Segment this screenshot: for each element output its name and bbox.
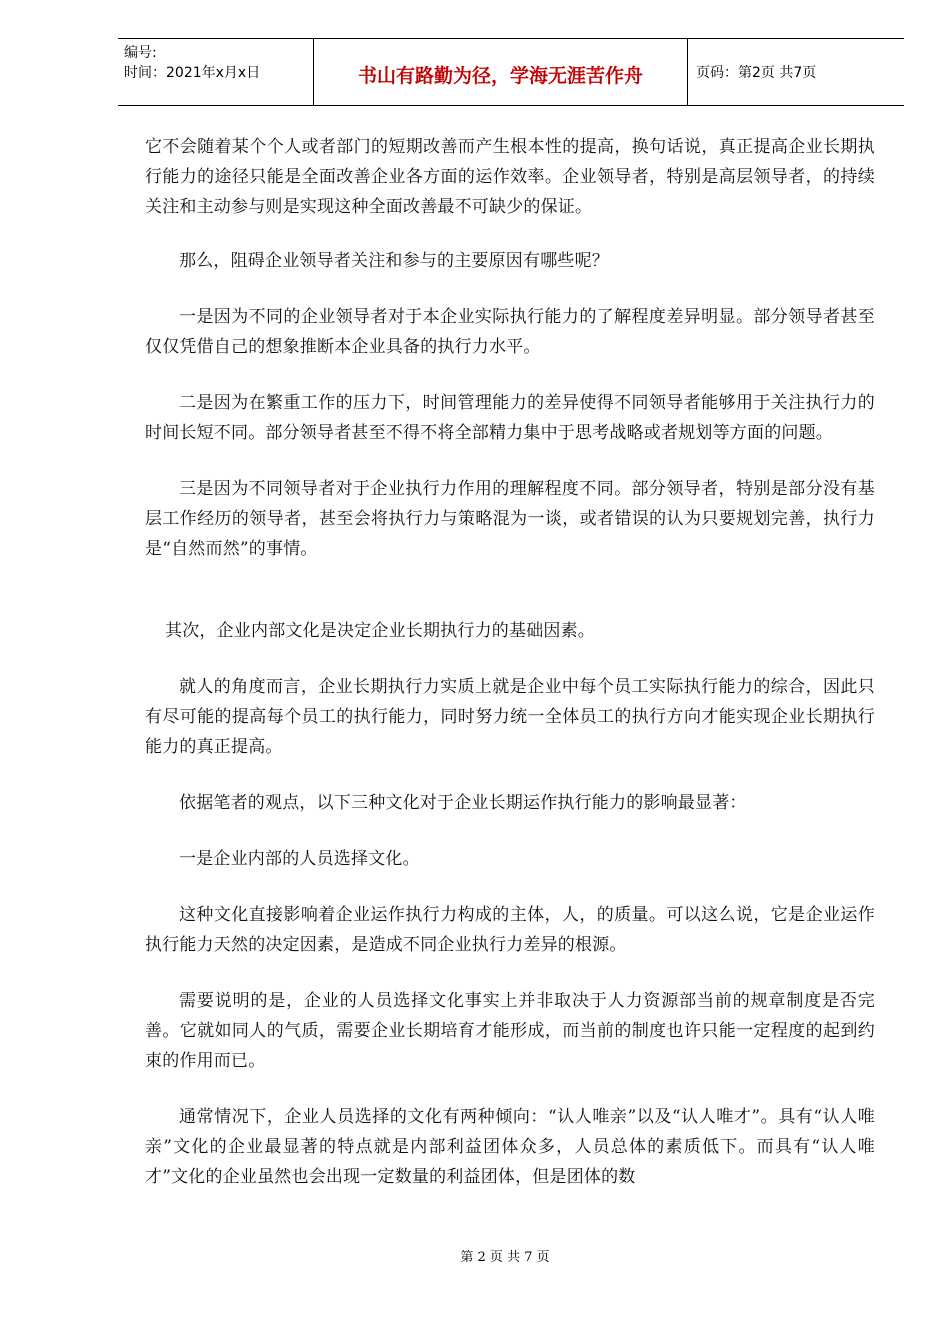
document-header [118, 38, 904, 106]
paragraph-6: 就人的角度而言，企业长期执行力实质上就是企业中每个员工实际执行能力的综合，因此只有尽可能的提高每个员工的执行能力，同时努力统一全体员工的执行方向才能实现企业长期执行能力的真正提高。 [145, 677, 875, 757]
paragraph-9: 这种文化直接影响着企业运作执行力构成的主体，人，的质量。可以这么说，它是企业运作执行能力天然的决定因素，是造成不同企业执行力差异的根源。 [145, 905, 875, 955]
number-label: 编号: [124, 45, 157, 61]
paragraph-7: 依据笔者的观点，以下三种文化对于企业长期运作执行能力的影响最显著： [179, 793, 747, 813]
paragraph-11: 通常情况下，企业人员选择的文化有两种倾向：“认人唯亲”以及“认人唯才”。具有“认人唯亲”文化的企业最显著的特点就是内部利益团体众多，人员总体的素质低下。而具有“认人唯才”文化的企业虽然也会出现一定数量的利益团体，但是团体的数 [145, 1107, 875, 1187]
paragraph-1: 它不会随着某个个人或者部门的短期改善而产生根本性的提高，换句话说，真正提高企业长期执行能力的途径只能是全面改善企业各方面的运作效率。企业领导者，特别是高层领导者，的持续关注和主动参与则是实现这种全面改善最不可缺少的保证。 [145, 137, 875, 217]
paragraph-8: 一是企业内部的人员选择文化。 [179, 849, 420, 869]
time-label: 时间：2021年x月x日 [124, 65, 261, 81]
document-body [145, 132, 875, 1192]
paragraph-5: 三是因为不同领导者对于企业执行力作用的理解程度不同。部分领导者，特别是部分没有基层工作经历的领导者，甚至会将执行力与策略混为一谈，或者错误的认为只要规划完善，执行力是“自然而然”的事情。 [145, 479, 875, 559]
header-motto: 书山有路勤为径，学海无涯苦作舟 [314, 39, 688, 105]
paragraph-3: 一是因为不同的企业领导者对于本企业实际执行能力的了解程度差异明显。部分领导者甚至仅仅凭借自己的想象推断本企业具备的执行力水平。 [145, 307, 875, 357]
header-page-info: 页码：第2页 共7页 [696, 65, 817, 81]
header-meta [118, 39, 314, 105]
paragraph-4: 二是因为在繁重工作的压力下，时间管理能力的差异使得不同领导者能够用于关注执行力的时间长短不同。部分领导者甚至不得不将全部精力集中于思考战略或者规划等方面的问题。 [145, 393, 875, 443]
section-heading: 其次，企业内部文化是决定企业长期执行力的基础因素。 [165, 621, 595, 641]
paragraph-10: 需要说明的是，企业的人员选择文化事实上并非取决于人力资源部当前的规章制度是否完善。它就如同人的气质，需要企业长期培育才能形成，而当前的制度也许只能一定程度的起到约束的作用而已。 [145, 991, 875, 1071]
page-footer: 第 2 页 共 7 页 [460, 1250, 550, 1265]
paragraph-2: 那么，阻碍企业领导者关注和参与的主要原因有哪些呢？ [179, 251, 609, 271]
